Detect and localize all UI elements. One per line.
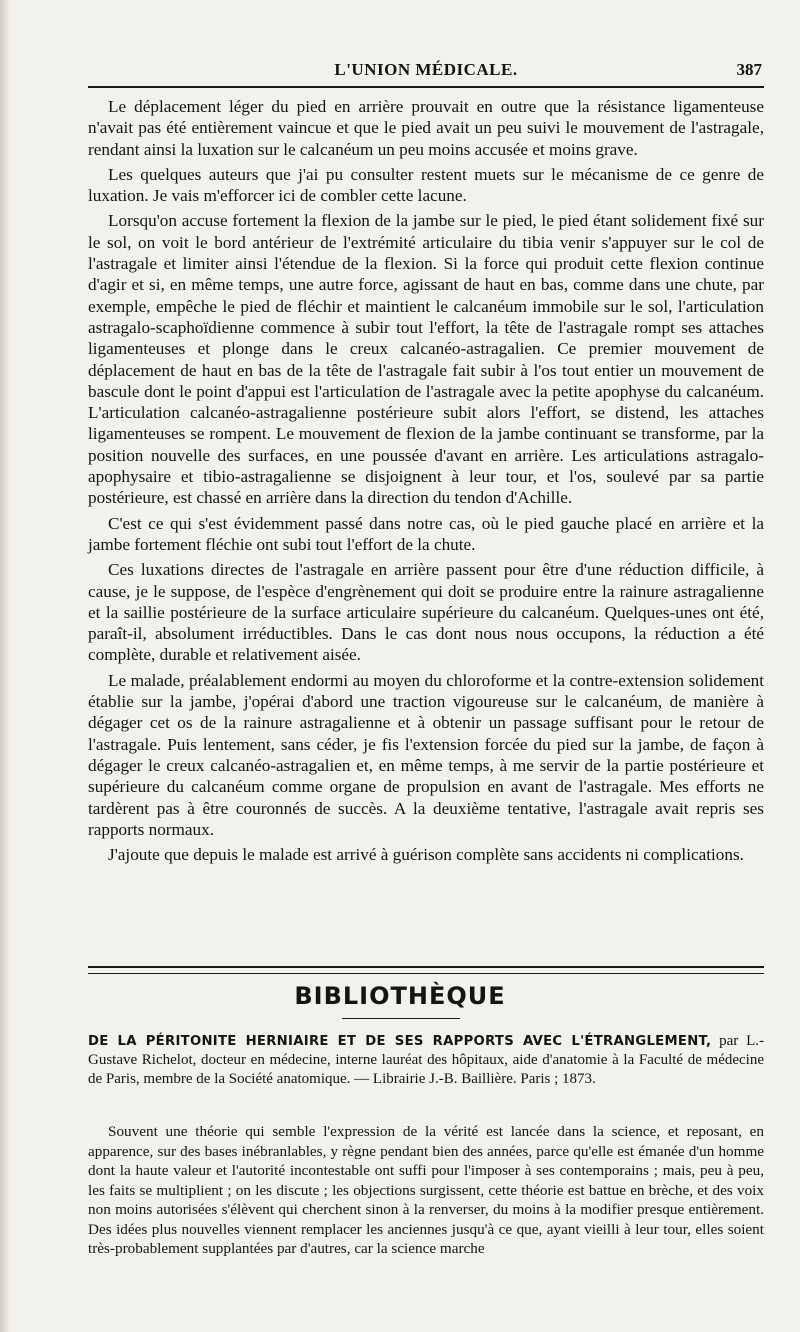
- article-body: [88, 96, 764, 869]
- heading-underline: [342, 1018, 460, 1019]
- running-header: [88, 58, 764, 88]
- review-paragraph: Souvent une théorie qui semble l'expression de la vérité est lancée dans la science, et reposant, en apparence, sur des bases inébranlables, y règne pendant bien des années, parce qu'elle est émanée d'un homme dont la haute valeur et l'autorité incontestable ont suffi pour l'imposer à ses contemporains ; mais, peu à peu, les faits se multiplient ; on les discute ; les objections surgissent, cette théorie est battue en brèche, et des voix non moins autorisées s'élèvent qui cherchent sinon à la renverser, du moins à la modifier presque entièrement. Des idées plus nouvelles viennent remplacer les anciennes jusqu'à ce que, ayant vieilli à leur tour, elles soient très-probablement supplantées par d'autres, car la science marche: [88, 1123, 764, 1257]
- section-divider: [88, 966, 764, 974]
- book-title: DE LA PÉRITONITE HERNIAIRE ET DE SES RAPPORTS AVEC L'ÉTRANGLEMENT,: [88, 1034, 712, 1049]
- section-heading: BIBLIOTHÈQUE: [294, 982, 506, 1010]
- paragraph: C'est ce qui s'est évidemment passé dans notre cas, où le pied gauche placé en arrière et la jambe fortement fléchie ont subi tout l'effort de la chute.: [88, 513, 764, 554]
- paragraph: Lorsqu'on accuse fortement la flexion de la jambe sur le pied, le pied étant solidement fixé sur le sol, on voit le bord antérieur de l'extrémité articulaire du tibia venir s'appuyer sur le col de l'astragale et limiter ainsi l'étendue de la flexion. Si la force qui produit cette flexion continue d'agir et si, en même temps, une autre force, agissant de haut en bas, comme dans une chute, par exemple, empêche le pied de fléchir et maintient le calcanéum immobile sur le sol, l'articulation astragalo-scaphoïdienne commence à subir tout l'effort, la tête de l'astragale rompt ses attaches ligamenteuses et plonge dans le creux calcanéo-astragalien. Ce premier mouvement de déplacement de haut en bas de la tête de l'astragale fait subir à l'os tout entier un mouvement de bascule dont le point d'appui est l'articulation de l'astragale avec la petite apophyse du calcanéum. L'articulation calcanéo-astragalienne postérieure subit alors l'effort, se distend, les attaches ligamenteuses se rompent. Le mouvement de flexion de la jambe continuant se transforme, par la position nouvelle des surfaces, en une poussée d'avant en arrière. Les articulations astragalo-apophysaire et tibio-astragalienne se disjoignent à leur tour, et l'os, soulevé par sa partie postérieure, est chassé en arrière dans la direction du tendon d'Achille.: [88, 211, 764, 508]
- bibliography-entry: [88, 1032, 764, 1089]
- paragraph: J'ajoute que depuis le malade est arrivé à guérison complète sans accidents ni complications.: [108, 845, 744, 865]
- book-details: par L.-Gustave Richelot, docteur en médecine, interne lauréat des hôpitaux, aide d'anatomie à la Faculté de médecine de Paris, membre de la Société anatomique. — Librairie J.-B. Baillière. Paris ; 1873.: [88, 1033, 765, 1087]
- paragraph: Ces luxations directes de l'astragale en arrière passent pour être d'une réduction difficile, à cause, je le suppose, de l'espèce d'engrènement qui doit se produire entre la rainure astragalienne et la saillie postérieure de la surface articulaire supérieure du calcanéum. Quelques-unes ont été, paraît-il, absolument irréductibles. Dans le cas dont nous nous occupons, la réduction a été complète, durable et relativement aisée.: [88, 560, 764, 665]
- review-body: [88, 1122, 764, 1259]
- page-number: 387: [736, 60, 762, 79]
- page-edge: [0, 0, 10, 1332]
- paragraph: Les quelques auteurs que j'ai pu consulter restent muets sur le mécanisme de ce genre de luxation. Je vais m'efforcer ici de combler cette lacune.: [88, 164, 764, 206]
- journal-title: L'UNION MÉDICALE.: [334, 60, 518, 79]
- paragraph: Le malade, préalablement endormi au moyen du chloroforme et la contre-extension solidement établie sur la jambe, j'opérai d'abord une traction vigoureuse sur le calcanéum, de manière à dégager cet os de la rainure astragalienne et à obtenir un passage suffisant pour le retour de l'astragale. Puis lentement, sans céder, je fis l'extension forcée du pied sur la jambe, de façon à dégager le creux calcanéo-astragalien et, en même temps, à me servir de la partie postérieure et supérieure du calcanéum comme organe de propulsion en avant de l'astragale. Mes efforts ne tardèrent pas à être couronnés de succès. A la deuxième tentative, l'astragale avait repris ses rapports normaux.: [88, 670, 764, 839]
- paragraph: Le déplacement léger du pied en arrière prouvait en outre que la résistance ligamenteuse n'avait pas été entièrement vaincue et que le pied avait un peu suivi le mouvement de l'astragale, rendant ainsi la luxation sur le calcanéum un peu moins accusée et moins grave.: [88, 97, 764, 159]
